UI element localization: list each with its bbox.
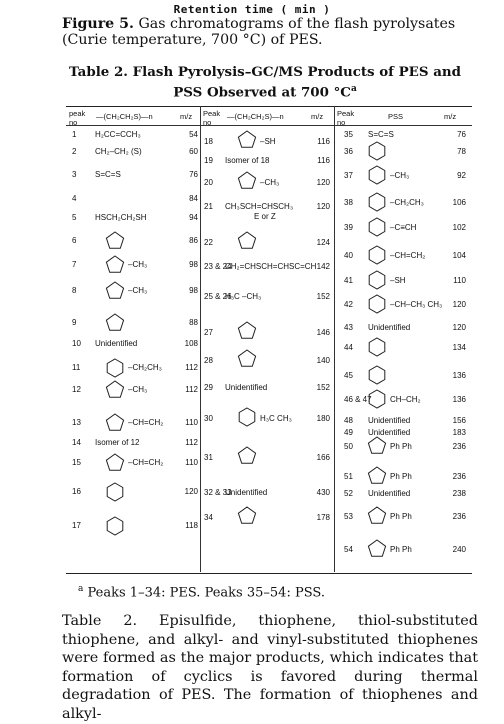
table-row-peak-no: 10 — [72, 339, 81, 348]
table-title-line1: Table 2. Flash Pyrolysis–GC/MS Products of PES and — [69, 64, 461, 80]
col2-peak-header: Peak no — [203, 109, 221, 127]
retention-time-label: Retention time ( min ) — [173, 3, 331, 16]
col1-mz-header: m/z — [180, 112, 193, 121]
table-row-peak-no: 5 — [72, 213, 77, 222]
table-row-peak-no: 31 — [204, 453, 213, 462]
table-row-peak-no: 35 — [344, 130, 353, 139]
table-row-peak-no: 18 — [204, 137, 213, 146]
molecule-structure-icon — [104, 357, 128, 379]
table-row-peak-no: 32 & 33 — [204, 488, 232, 497]
table-row-peak-no: 44 — [344, 343, 353, 352]
table-row-peak-no: 6 — [72, 236, 77, 245]
table-row-structure: –CH₃ — [128, 286, 148, 295]
table-row-peak-no: 30 — [204, 414, 213, 423]
table-row-peak-no: 39 — [344, 223, 353, 232]
table-row-mz: 183 — [452, 428, 466, 437]
table-row-mz: 88 — [189, 318, 198, 327]
figure-label: Figure 5. — [62, 16, 134, 32]
table-column-divider-2 — [334, 106, 335, 572]
table-row-structure: H₂CC=CCH₃ — [95, 130, 141, 139]
molecule-structure-icon — [366, 465, 390, 487]
table-column-divider-1 — [200, 106, 201, 572]
table-row-mz: 110 — [185, 418, 198, 427]
table-row-peak-no: 2 — [72, 147, 77, 156]
molecule-structure-icon — [366, 435, 390, 457]
table-row-mz: 60 — [189, 147, 198, 156]
table-row-peak-no: 41 — [344, 276, 353, 285]
table-row-structure: S=C=S — [368, 130, 394, 139]
molecule-structure-icon — [104, 254, 128, 276]
table-row-structure: Isomer of 18 — [225, 156, 270, 165]
table-row-structure: –CH=CH₂ — [128, 418, 164, 427]
molecule-structure-icon — [236, 406, 260, 428]
table-row-structure: Ph Ph — [390, 545, 412, 554]
table-row-peak-no: 11 — [72, 363, 81, 372]
table-row-mz: 146 — [316, 328, 330, 337]
molecule-structure-icon — [366, 538, 390, 560]
table-row-structure: Ph Ph — [390, 512, 412, 521]
table-row-structure: Unidentified — [225, 488, 268, 497]
figure-caption-text: Gas chromatograms of the flash pyrolysates (Curie temperature, 700 °C) of PES. — [62, 16, 456, 48]
table-row-mz: 118 — [185, 521, 198, 530]
table-row-peak-no: 4 — [72, 194, 77, 203]
table-row-peak-no: 19 — [204, 156, 213, 165]
table-row-structure: –CH=CH₂ — [390, 251, 426, 260]
table-row-peak-no: 22 — [204, 238, 213, 247]
table-row-peak-no: 53 — [344, 512, 353, 521]
table-row-structure: –CH₃ — [128, 260, 148, 269]
table-row-peak-no: 29 — [204, 383, 213, 392]
table-row-structure: Unidentified — [368, 489, 411, 498]
molecule-structure-icon — [104, 188, 128, 210]
table-row-peak-no: 16 — [72, 487, 81, 496]
table-row-mz: 180 — [316, 414, 330, 423]
table-row-peak-no: 52 — [344, 489, 353, 498]
molecule-structure-icon — [366, 293, 390, 315]
table-row-mz: 120 — [452, 300, 466, 309]
table-row-peak-no: 13 — [72, 418, 81, 427]
table-row-mz: 110 — [453, 276, 466, 285]
table-row-peak-no: 20 — [204, 178, 213, 187]
table-row-peak-no: 9 — [72, 318, 77, 327]
molecule-structure-icon — [104, 515, 128, 537]
figure-caption — [62, 16, 482, 48]
table-row-mz: 98 — [189, 260, 198, 269]
table-row-structure-note: E or Z — [254, 212, 276, 221]
table-row-structure: –CH₃ — [390, 171, 410, 180]
table-row-peak-no: 14 — [72, 438, 81, 447]
molecule-structure-icon — [366, 336, 390, 358]
table-row-mz: 92 — [457, 171, 466, 180]
table-row-peak-no: 27 — [204, 328, 213, 337]
table-row-mz: 134 — [452, 343, 466, 352]
table-row-structure: –CH₂CH₃ — [390, 198, 424, 207]
table-row-mz: 120 — [316, 178, 330, 187]
molecule-structure-icon — [366, 140, 390, 162]
table-row-mz: 76 — [189, 170, 198, 179]
molecule-structure-icon — [104, 481, 128, 503]
table-row-structure: CH–CH₂ — [390, 395, 421, 404]
col3-mz-header: m/z — [444, 112, 457, 121]
table-row-peak-no: 8 — [72, 286, 77, 295]
col1-peak-header: peak no — [69, 109, 86, 127]
table-row-mz: 120 — [452, 323, 466, 332]
table-row-structure: –C≡CH — [390, 223, 417, 232]
molecule-structure-icon — [236, 505, 260, 527]
col3-structure-header: PSS — [388, 112, 404, 121]
table-row-mz: 136 — [452, 371, 466, 380]
molecule-structure-icon — [236, 320, 260, 342]
table-row-structure: S=C=S — [95, 170, 121, 179]
molecule-structure-icon — [104, 312, 128, 334]
table-row-mz: 140 — [316, 356, 330, 365]
table-row-structure: H₃C –CH₃ — [225, 292, 262, 301]
table-row-mz: 116 — [317, 137, 330, 146]
table-row-structure: Ph Ph — [390, 442, 412, 451]
table-row-mz: 106 — [452, 198, 466, 207]
table-row-peak-no: 40 — [344, 251, 353, 260]
table-row-peak-no: 23 & 24 — [204, 262, 232, 271]
table-row-structure: HSCH₂CH₂SH — [95, 213, 147, 222]
table-row-structure: CH₃SCH=CHSCH₃ — [225, 202, 294, 211]
table-row-peak-no: 50 — [344, 442, 353, 451]
table-row-mz: 112 — [185, 363, 198, 372]
molecule-structure-icon — [366, 216, 390, 238]
molecule-structure-icon — [366, 164, 390, 186]
body-paragraph: Table 2. Episulfide, thiophene, thiol-substituted thiophene, and alkyl- and vinyl-substituted thiophenes were formed as the major products, which indicates that formation of cyclics is favored during thermal degradation of PES. The formation of thiophenes and alkyl- — [62, 613, 478, 722]
table-row-peak-no: 36 — [344, 147, 353, 156]
table-row-peak-no: 17 — [72, 521, 81, 530]
table-row-structure: –SH — [260, 137, 276, 146]
table-row-peak-no: 54 — [344, 545, 353, 554]
molecule-structure-icon — [366, 191, 390, 213]
table-row-mz: 236 — [452, 512, 466, 521]
table-row-structure: –SH — [390, 276, 406, 285]
table-footnote: $^a$ Peaks 1–34: PES. Peaks 35–54: PSS. — [78, 584, 325, 601]
molecule-structure-icon — [236, 129, 260, 151]
table-row-mz: 78 — [457, 147, 466, 156]
molecule-structure-icon — [236, 170, 260, 192]
molecule-structure-icon — [104, 230, 128, 252]
table-row-mz: 86 — [189, 236, 198, 245]
table-row-mz: 54 — [189, 130, 198, 139]
table-row-mz: 236 — [452, 442, 466, 451]
molecule-structure-icon — [104, 379, 128, 401]
table-row-peak-no: 37 — [344, 171, 353, 180]
molecule-structure-icon — [366, 505, 390, 527]
table-row-structure: Unidentified — [368, 428, 411, 437]
table-row-mz: 84 — [189, 194, 198, 203]
molecule-structure-icon — [104, 280, 128, 302]
col1-structure-header: —(CH₂CH₂S)—n — [96, 112, 153, 121]
table-row-peak-no: 12 — [72, 385, 81, 394]
table-row-structure: CH₂=CHSCH=CHSC=CH — [225, 262, 317, 271]
table-row-peak-no: 25 & 26 — [204, 292, 232, 301]
table-row-structure: –CH₂CH₃ — [128, 363, 162, 372]
table-row-mz: 76 — [457, 130, 466, 139]
table-row-peak-no: 43 — [344, 323, 353, 332]
table-row-peak-no: 3 — [72, 170, 77, 179]
table-row-mz: 156 — [452, 416, 466, 425]
table-row-peak-no: 7 — [72, 260, 77, 269]
table-row-peak-no: 49 — [344, 428, 353, 437]
molecule-structure-icon — [366, 244, 390, 266]
table-row-mz: 112 — [185, 385, 198, 394]
table-row-mz: 104 — [452, 251, 466, 260]
table-row-mz: 430 — [316, 488, 330, 497]
table-row-mz: 94 — [189, 213, 198, 222]
molecule-structure-icon — [366, 388, 390, 410]
table-row-mz: 124 — [316, 238, 330, 247]
table-row-peak-no: 28 — [204, 356, 213, 365]
table-row-mz: 98 — [189, 286, 198, 295]
table-row-mz: 236 — [452, 472, 466, 481]
table-title-line2: PSS Observed at 700 $^\circ C^a$ — [173, 84, 357, 101]
table-row-structure: –CH=CH₂ — [128, 458, 164, 467]
table-row-structure: Isomer of 12 — [95, 438, 140, 447]
table-row-mz: 116 — [317, 156, 330, 165]
table-row-structure: H₃C CH₃ — [260, 414, 292, 423]
table-row-mz: 152 — [316, 292, 330, 301]
molecule-structure-icon — [366, 364, 390, 386]
col2-structure-header: —(CH₂CH₂S)—n — [227, 112, 284, 121]
table-title-footnote-mark: a — [350, 84, 357, 94]
table-row-peak-no: 48 — [344, 416, 353, 425]
table-row-mz: 120 — [184, 487, 198, 496]
table-row-peak-no: 1 — [72, 130, 77, 139]
molecule-structure-icon — [104, 452, 128, 474]
table-row-mz: 136 — [452, 395, 466, 404]
table-row-peak-no: 51 — [344, 472, 353, 481]
molecule-structure-icon — [236, 230, 260, 252]
molecule-structure-icon — [104, 412, 128, 434]
table-row-mz: 112 — [185, 438, 198, 447]
table-row-structure: CH₂–CH₂ (S) — [95, 147, 142, 156]
molecule-structure-icon — [236, 348, 260, 370]
table-row-peak-no: 15 — [72, 458, 81, 467]
table-row-peak-no: 45 — [344, 371, 353, 380]
table-row-mz: 108 — [184, 339, 198, 348]
table-row-mz: 102 — [452, 223, 466, 232]
table-row-peak-no: 42 — [344, 300, 353, 309]
table-row-structure: Unidentified — [225, 383, 268, 392]
table-row-structure: Unidentified — [95, 339, 138, 348]
table-row-structure: –CH–CH₃ CH₃ — [390, 300, 443, 309]
molecule-structure-icon — [366, 269, 390, 291]
table-row-mz: 142 — [316, 262, 330, 271]
table-row-mz: 178 — [316, 513, 330, 522]
table-row-peak-no: 21 — [204, 202, 213, 211]
table-row-structure: Ph Ph — [390, 472, 412, 481]
table-row-mz: 110 — [185, 458, 198, 467]
table-row-mz: 240 — [452, 545, 466, 554]
table-row-mz: 152 — [316, 383, 330, 392]
table-row-structure: –CH₃ — [260, 178, 280, 187]
table-row-structure: –CH₃ — [128, 385, 148, 394]
table-title — [60, 64, 470, 101]
table-row-mz: 166 — [316, 453, 330, 462]
table-row-mz: 238 — [452, 489, 466, 498]
table-row-peak-no: 46 & 47 — [344, 395, 372, 404]
col2-mz-header: m/z — [311, 112, 324, 121]
table-row-peak-no: 34 — [204, 513, 213, 522]
table-row-mz: 120 — [316, 202, 330, 211]
table-row-structure: Unidentified — [368, 323, 411, 332]
col3-peak-header: Peak no — [337, 109, 355, 127]
table-row-structure: Unidentified — [368, 416, 411, 425]
molecule-structure-icon — [236, 445, 260, 467]
table-row-peak-no: 38 — [344, 198, 353, 207]
table-header-rule — [66, 125, 472, 126]
